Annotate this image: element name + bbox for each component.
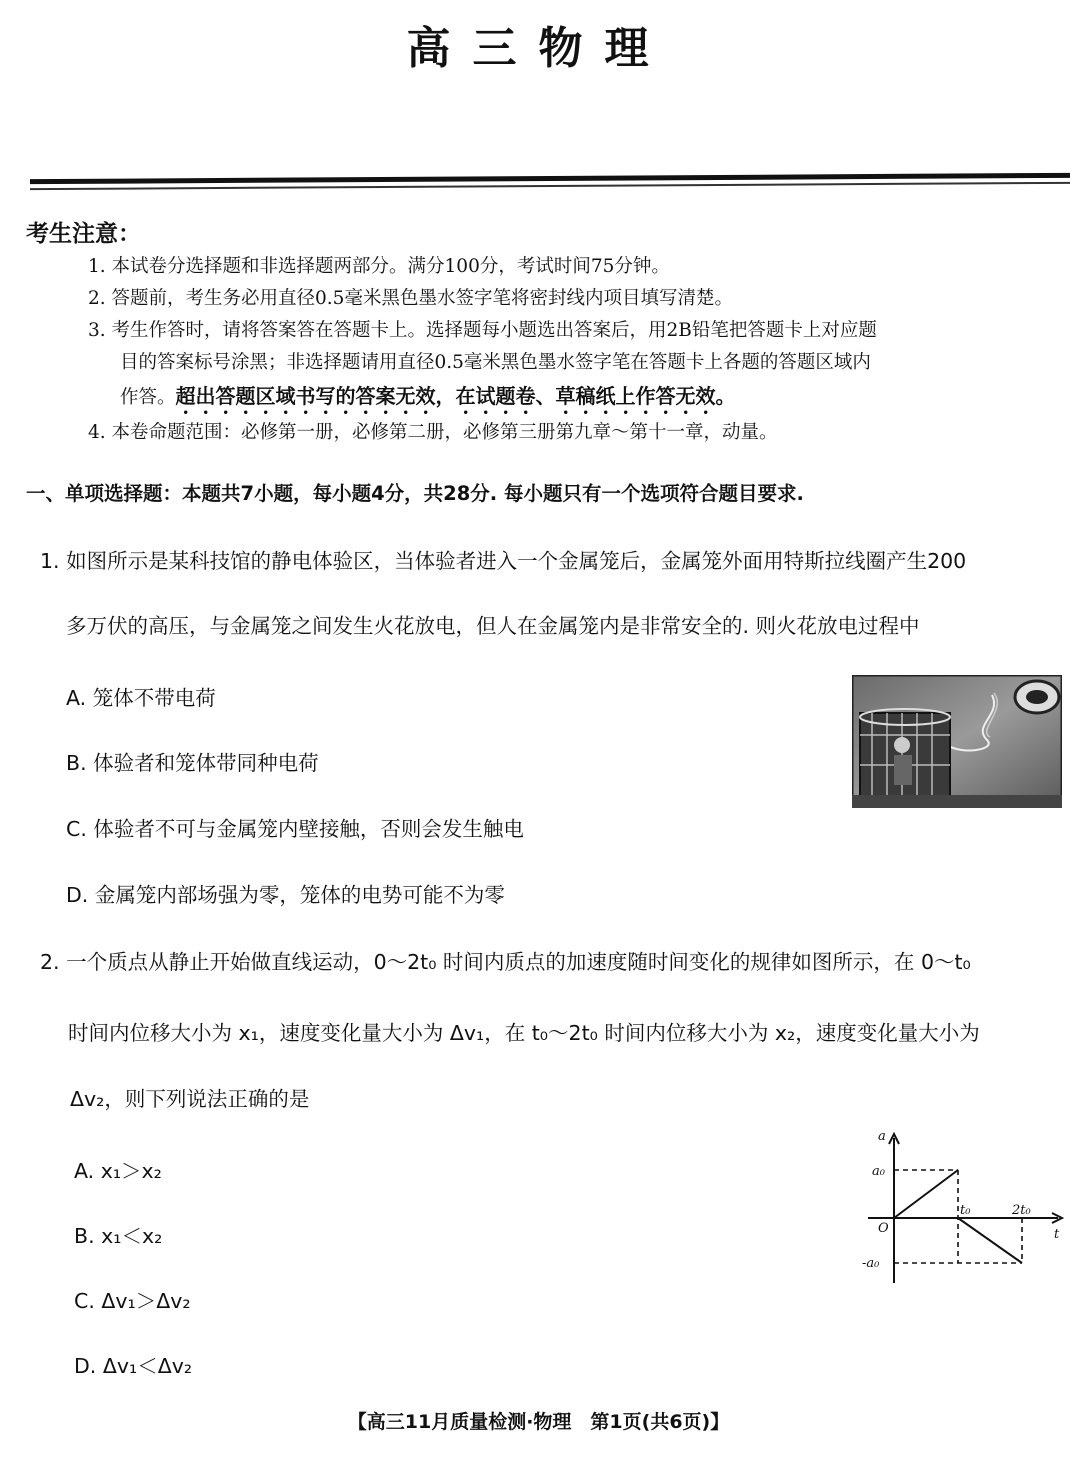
- question-1-line-1: 1. 如图所示是某科技馆的静电体验区，当体验者进入一个金属笼后，金属笼外面用特斯拉线圈产生200: [40, 549, 967, 573]
- notice-heading: 考生注意：: [26, 221, 141, 247]
- notice-item-2: 2. 答题前，考生务必用直径0.5毫米黑色墨水签字笔将密封线内项目填写清楚。: [88, 288, 733, 309]
- question-2-option-d: D. Δv₁＜Δv₂: [74, 1354, 193, 1378]
- segment-rising: [894, 1170, 958, 1218]
- origin-label: O: [878, 1221, 889, 1236]
- y-axis-label: a: [878, 1129, 886, 1144]
- notice-item-1: 1. 本试卷分选择题和非选择题两部分。满分100分，考试时间75分钟。: [88, 256, 670, 277]
- question-1-line-2: 多万伏的高压，与金属笼之间发生火花放电，但人在金属笼内是非常安全的. 则火花放电过程中: [66, 614, 920, 638]
- t0-label: t₀: [960, 1203, 971, 1218]
- question-1-option-a: A. 笼体不带电荷: [66, 686, 216, 710]
- 2t0-label: 2t₀: [1012, 1203, 1031, 1218]
- question-2-option-a: A. x₁＞x₂: [74, 1159, 162, 1183]
- question-2-option-b: B. x₁＜x₂: [74, 1224, 163, 1248]
- notice-item-3-line-3-prefix: 作答。: [120, 387, 176, 408]
- notice-item-3: 3. 考生作答时，请将答案答在答题卡上。选择题每小题选出答案后，用2B铅笔把答题卡上对应题: [88, 320, 877, 341]
- notice-item-3-line-3: [120, 380, 736, 419]
- question-2-line-2: 时间内位移大小为 x₁，速度变化量大小为 Δv₁，在 t₀～2t₀ 时间内位移大小为 x₂，速度变化量大小为: [68, 1021, 980, 1045]
- section-heading: 一、单项选择题：本题共7小题，每小题4分，共28分. 每小题只有一个选项符合题目要求.: [26, 482, 804, 505]
- question-2-option-c: C. Δv₁＞Δv₂: [74, 1289, 191, 1313]
- page-footer: 【高三11月质量检测·物理 第1页(共6页)】: [347, 1411, 730, 1433]
- faraday-cage-photo: [852, 675, 1062, 808]
- question-1-option-d: D. 金属笼内部场强为零，笼体的电势可能不为零: [66, 883, 505, 907]
- notice-item-4: 4. 本卷命题范围：必修第一册，必修第二册，必修第三册第九章～第十一章，动量。: [88, 422, 778, 443]
- question-1-option-b: B. 体验者和笼体带同种电荷: [66, 751, 319, 775]
- notice-item-3-line-2: 目的答案标号涂黑；非选择题请用直径0.5毫米黑色墨水签字笔在答题卡上各题的答题区域内: [120, 352, 871, 373]
- a0-label: a₀: [872, 1164, 885, 1179]
- neg-a0-label: -a₀: [862, 1256, 880, 1271]
- question-2-line-1: 2. 一个质点从静止开始做直线运动，0～2t₀ 时间内质点的加速度随时间变化的规律如图所示，在 0～t₀: [40, 950, 971, 974]
- segment-falling: [958, 1218, 1022, 1263]
- x-axis-label: t: [1054, 1227, 1060, 1242]
- page-title: 高三物理: [406, 23, 671, 74]
- question-1-option-c: C. 体验者不可与金属笼内壁接触，否则会发生触电: [66, 817, 524, 841]
- notice-emphasis: 超出答题区域书写的答案无效，在试题卷、草稿纸上作答无效。: [175, 384, 736, 408]
- acceleration-time-graph: [858, 1128, 1068, 1290]
- question-2-line-3: Δv₂，则下列说法正确的是: [70, 1087, 310, 1111]
